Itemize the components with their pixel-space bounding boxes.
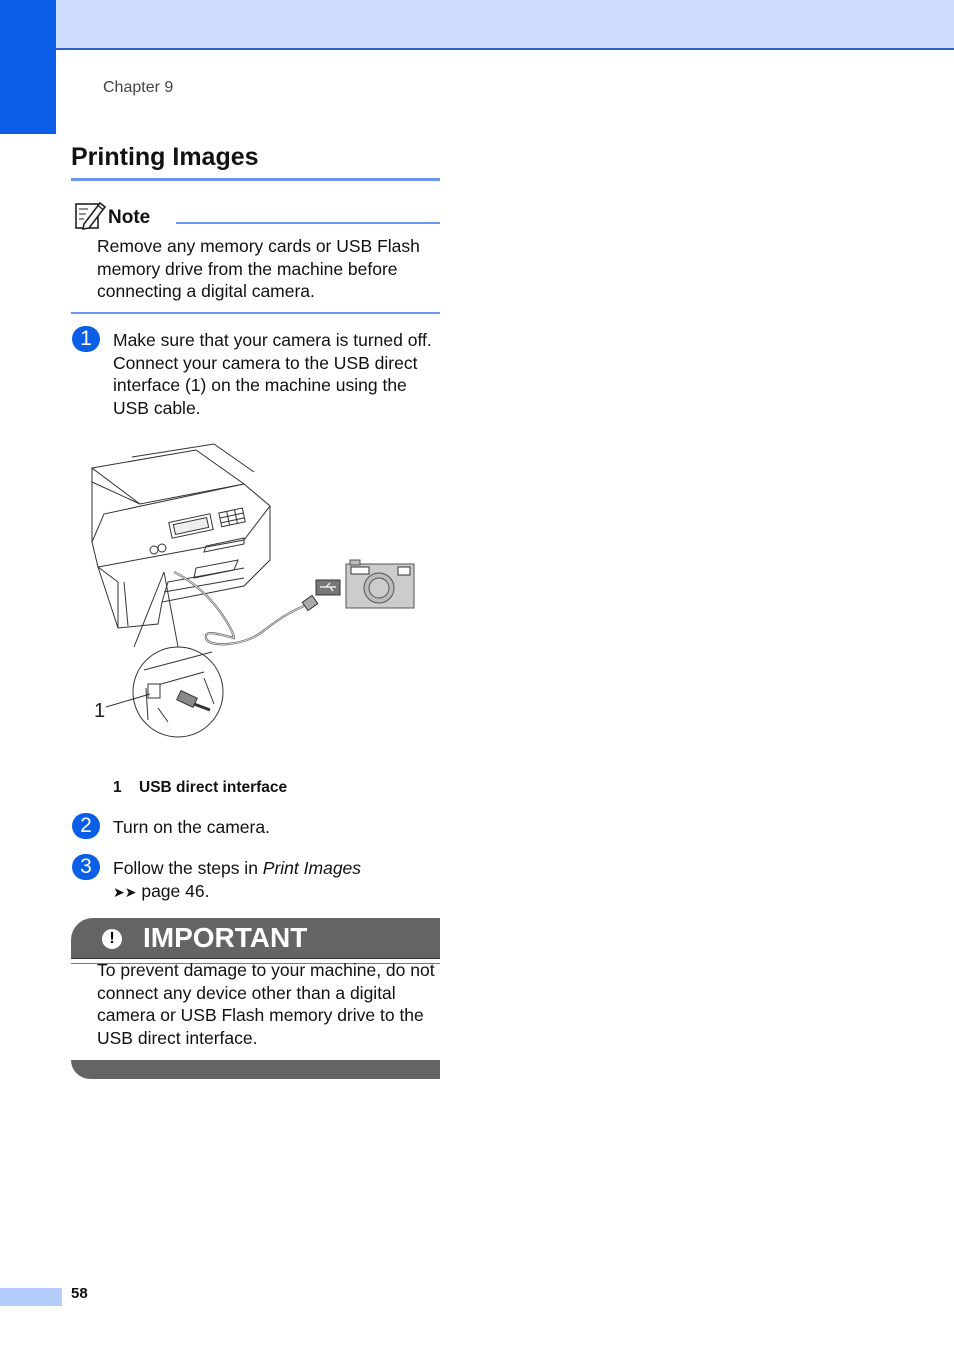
- exclamation-icon: !: [102, 929, 122, 949]
- important-footer: [71, 1060, 440, 1079]
- note-top-rule: [176, 222, 440, 224]
- figure-caption: [113, 779, 287, 797]
- step-1-text: Make sure that your camera is turned off. Connect your camera to the USB direct interface (1) on the machine using the USB cable.: [113, 330, 432, 418]
- step-3-number: 3: [72, 854, 100, 880]
- chapter-label: Chapter 9: [103, 79, 174, 96]
- important-text: To prevent damage to your machine, do not connect any device other than a digital camera or USB Flash memory drive to the USB direct interface.: [97, 960, 435, 1048]
- note-label: Note: [108, 207, 151, 228]
- printer-camera-illustration: [84, 442, 424, 744]
- note-bottom-rule: [71, 312, 440, 314]
- callout-number: 1: [94, 700, 106, 722]
- page-number: 58: [71, 1285, 88, 1302]
- section-title: Printing Images: [71, 143, 259, 171]
- chapter-tab: [0, 0, 56, 134]
- step-1-number: 1: [72, 326, 100, 352]
- caption-text: USB direct interface: [139, 779, 288, 796]
- step-3-prefix: Follow the steps in: [113, 858, 263, 878]
- important-label: IMPORTANT: [143, 922, 308, 953]
- step-3-text: [113, 857, 443, 903]
- step-3-link[interactable]: Print Images: [262, 858, 362, 878]
- step-2-number: 2: [72, 813, 100, 839]
- note-text: Remove any memory cards or USB Flash memory drive from the machine before connecting a digital camera.: [97, 236, 420, 301]
- double-arrow-icon: ➤➤: [113, 883, 137, 900]
- step-3-page-ref: page 46.: [141, 880, 210, 901]
- important-header: [71, 918, 440, 959]
- title-underline: [71, 178, 440, 181]
- caption-number: 1: [113, 779, 122, 796]
- header-band: [0, 0, 954, 50]
- step-2-text: Turn on the camera.: [113, 817, 270, 837]
- note-pencil-icon: [74, 200, 106, 230]
- page-tab: [0, 1288, 62, 1306]
